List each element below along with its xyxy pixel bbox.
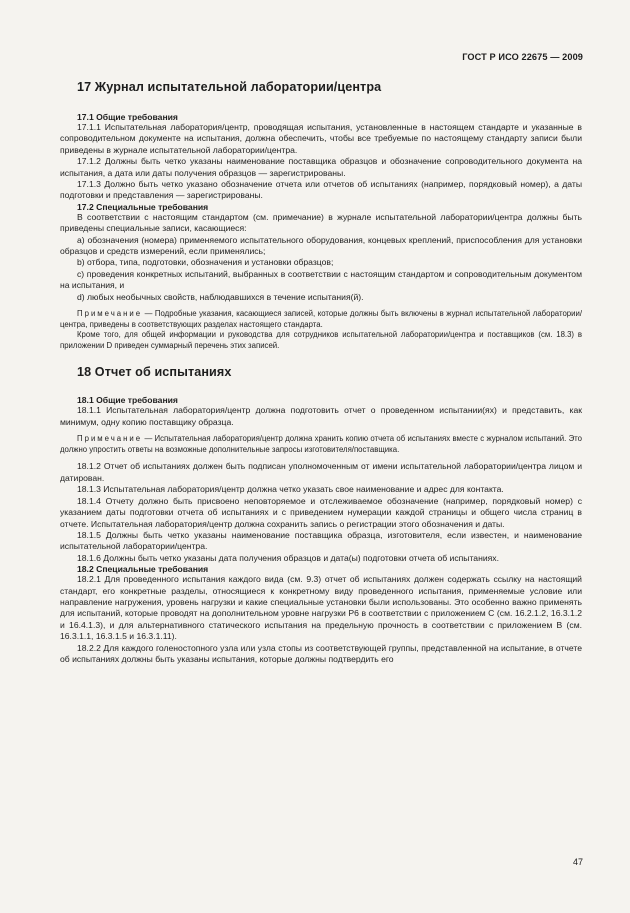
paragraph-18-1-2: 18.1.2 Отчет об испытаниях должен быть подписан уполномоченным от имени испытательной лаборатории/центра лицом и датирован. (60, 461, 582, 483)
section-17-1-heading: 17.1 Общие требования (77, 112, 178, 122)
list-item-b: b) отбора, типа, подготовки, обозначения и установки образцов; (77, 257, 334, 268)
paragraph-18-2-2: 18.2.2 Для каждого голеностопного узла или узла стопы из соответствующей группы, представленной на испытание, в отчете об испытаниях должны быть указаны испытания, которые должны подтвердить его (60, 642, 582, 664)
paragraph-17-1-3: 17.1.3 Должно быть четко указано обозначение отчета или отчетов об испытаниях (например, порядковый номер), а даты подготовки и представления — зарегистрированы. (60, 179, 582, 201)
section-18-2-heading: 18.2 Специальные требования (77, 564, 209, 575)
document-header: ГОСТ Р ИСО 22675 — 2009 (462, 52, 583, 62)
note-17 (60, 309, 582, 330)
paragraph-17-1-2: 17.1.2 Должны быть четко указаны наименование поставщика образцов и обозначение сопроводительного документа на испытания, а дата или даты получения образцов — зарегистрированы. (60, 156, 582, 178)
paragraph-17-1-1: 17.1.1 Испытательная лаборатория/центр, проводящая испытания, установленные в настоящем стандарте и указанные в сопроводительном документе на испытания, должна обеспечить, чтобы все требуемые по настоящему стандарту записи были приведены в журнале испытательной лаборатории/центра. (60, 122, 582, 155)
paragraph-18-1-3: 18.1.3 Испытательная лаборатория/центр должна четко указать свое наименование и адрес для контакта. (77, 484, 504, 495)
note-18 (60, 434, 582, 455)
list-item-a: a) обозначения (номера) применяемого испытательного оборудования, концевых креплений, приспособления для установки образцов и средств измерений, если применялись; (60, 234, 582, 257)
section-17-2-heading: 17.2 Специальные требования (77, 201, 209, 212)
document-body (60, 78, 582, 665)
section-18-title: 18 Отчет об испытаниях (77, 365, 232, 380)
paragraph-18-1-1: 18.1.1 Испытательная лаборатория/центр должна подготовить отчет о проведенном испытании(ях) и представить, как минимум, одну копию поставщику образца. (60, 405, 582, 427)
paragraph-18-1-4: 18.1.4 Отчету должно быть присвоено неповторяемое и отслеживаемое обозначение (например, порядковый номер) с указанием даты подготовки отчета об испытаниях и с приведением нумерации каждой страницы и общего числа страниц в отчете. Испытательная лаборатория/центр должна сохранить запись о регистрации этого обозначения и даты. (60, 495, 582, 529)
note-17-continued: Кроме того, для общей информации и руководства для сотрудников испытательной лаборатории/центра и поставщиков (см. 18.3) в приложении D приведен суммарный перечень этих записей. (60, 330, 582, 350)
paragraph-17-2: В соответствии с настоящим стандартом (см. примечание) в журнале испытательной лаборатории/центра должны быть приведены специальные записи, касающиеся: (60, 211, 582, 234)
note-label: Примечание (77, 434, 143, 444)
list-item-d: d) любых необычных свойств, наблюдавшихся в течение испытания(й). (77, 291, 364, 302)
paragraph-18-1-5: 18.1.5 Должны быть четко указаны наименование поставщика образца, изготовителя, если известен, и наименование испытательной лаборатории/центра. (60, 529, 582, 552)
note-text: — Подробные указания, касающиеся записей, которые должны быть включены в журнал испытательной лаборатории/центра, приведены в соответствующих разделах настоящего стандарта. (60, 309, 582, 329)
page-number: 47 (572, 857, 583, 867)
note-text: — Испытательная лаборатория/центр должна хранить копию отчета об испытаниях вместе с журналом испытаний. Это должно упростить ответы на возможные дополнительные запросы изготовителя/поставщика. (60, 434, 582, 454)
note-label: Примечание (77, 309, 143, 319)
paragraph-18-1-6: 18.1.6 Должны быть четко указаны дата получения образцов и дата(ы) подготовки отчета об испытаниях. (77, 552, 499, 563)
list-item-c: c) проведения конкретных испытаний, выбранных в соответствии с настоящим стандартом и сопроводительным документом на испытания, и (60, 268, 582, 291)
section-17-title: 17 Журнал испытательной лаборатории/центра (77, 80, 382, 94)
paragraph-18-2-1: 18.2.1 Для проведенного испытания каждого вида (см. 9.3) отчет об испытаниях должен содержать ссылку на настоящий стандарт, его конкретные разделы, относящиеся к конкретному виду проведенного испытания, применяемые условие или направление нагружения, уровень нагрузки и какие специальные установки были использованы. Это особенно важно применять для испытаний, которые проводят на дополнительном уровне нагрузки P6 в соответствии с приложением C (см. 16.2.1.2, 16.3.1.2 и 16.4.1.3), и для альтернативного статического испытания на предельную прочность в соответствии с приложением B (см. 16.3.1.1, 16.3.1.5 и 16.3.1.11). (60, 574, 582, 642)
section-18-1-heading: 18.1 Общие требования (77, 395, 178, 406)
